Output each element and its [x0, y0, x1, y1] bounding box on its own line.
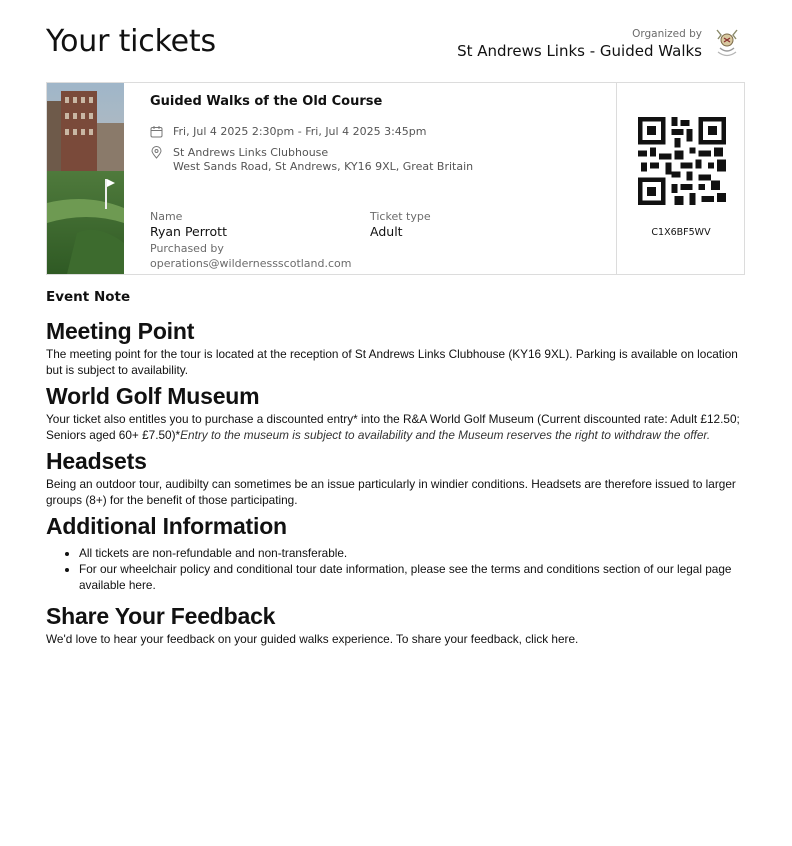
event-title: Guided Walks of the Old Course [150, 94, 383, 109]
section-body: We'd love to hear your feedback on your guided walks experience. To share your feedback, click here. [46, 632, 579, 646]
section-heading: Meeting Point [46, 318, 195, 344]
location-pin-icon [150, 146, 163, 159]
list-item: • All tickets are non-refundable and non-transferable. [79, 545, 752, 561]
name-label: Name [150, 210, 183, 223]
organizer-block [457, 28, 702, 61]
museum-offer-text: Your ticket also entitles you to purchase a discounted entry* into the R&A World Golf Museum (Current discounted rate: Adult £12.50; Seniors aged 60+ £7.50)* [46, 412, 740, 442]
section-body: Being an outdoor tour, audibilty can sometimes be an issue particularly in windier conditions. Headsets are therefore issued to larger groups (8+) for the benefit of those participating. [46, 477, 736, 507]
venue-address: West Sands Road, St Andrews, KY16 9XL, Great Britain [173, 160, 474, 173]
ticket-details [150, 83, 610, 274]
page-title: Your tickets [46, 24, 216, 59]
section-heading: Additional Information [46, 513, 287, 539]
event-datetime: Fri, Jul 4 2025 2:30pm - Fri, Jul 4 2025 3:45pm [173, 125, 427, 138]
info-list [46, 545, 752, 593]
venue-name: St Andrews Links Clubhouse [173, 146, 329, 159]
event-note-label: Event Note [46, 289, 131, 305]
purchased-by-label: Purchased by [150, 242, 224, 255]
event-note-content [46, 316, 752, 647]
museum-disclaimer: Entry to the museum is subject to availability and the Museum reserves the right to withdraw the offer. [180, 428, 711, 442]
ticket-card [46, 82, 745, 275]
section-body: The meeting point for the tour is located at the reception of St Andrews Links Clubhouse (KY16 9XL). Parking is available on location but is subject to availability. [46, 347, 738, 377]
ticket-divider [616, 83, 617, 274]
qr-code [638, 117, 726, 205]
section-heading: Headsets [46, 448, 147, 474]
attendee-name: Ryan Perrott [150, 224, 227, 239]
section-heading: Share Your Feedback [46, 603, 276, 629]
purchaser-email: operations@wildernessscotland.com [150, 257, 352, 270]
calendar-icon [150, 125, 163, 138]
organizer-crest-logo [712, 26, 742, 60]
organizer-name: St Andrews Links - Guided Walks [457, 42, 702, 60]
section-body [46, 411, 752, 443]
organized-by-label: Organized by [632, 28, 702, 40]
section-heading: World Golf Museum [46, 383, 260, 409]
ticket-type-label: Ticket type [370, 210, 431, 223]
ticket-code: C1X6BF5WV [651, 227, 711, 238]
ticket-type-value: Adult [370, 224, 403, 239]
event-photo [47, 83, 124, 274]
list-item: • For our wheelchair policy and conditional tour date information, please see the terms and conditions section of our legal page available here. [79, 561, 752, 593]
